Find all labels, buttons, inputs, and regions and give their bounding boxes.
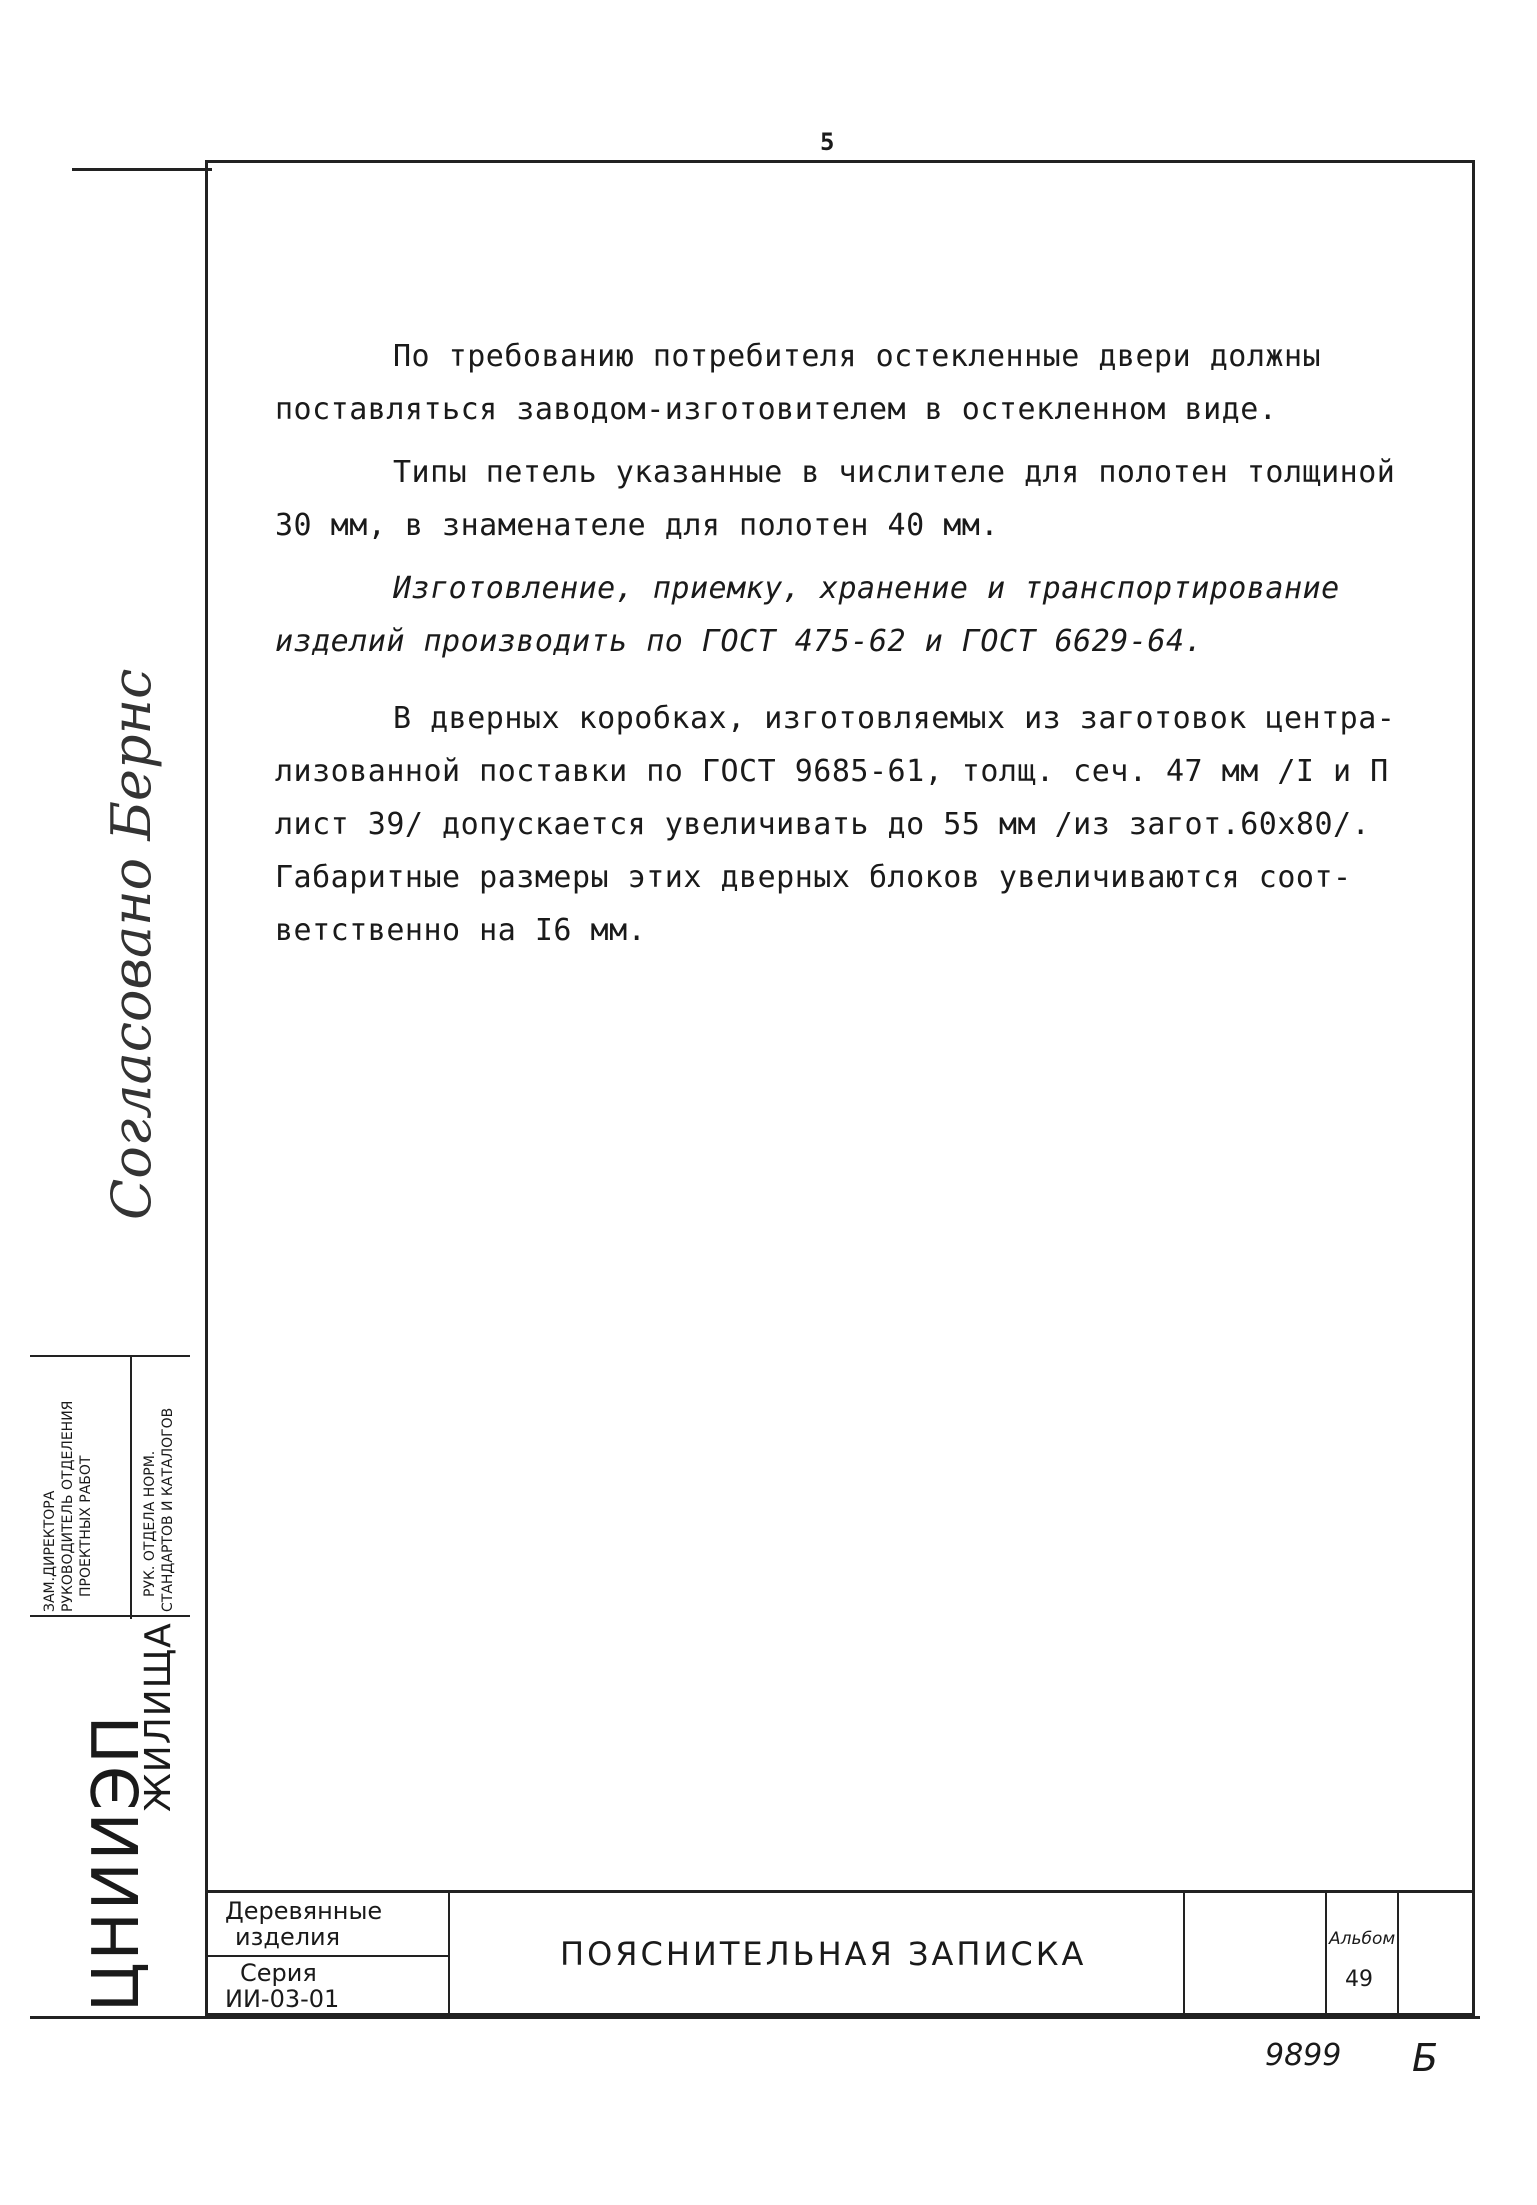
deputy-director-line2: РУКОВОДИТЕЛЬ ОТДЕЛЕНИЯ (60, 1400, 76, 1612)
text-line: 30 мм, в знаменателе для полотен 40 мм. (275, 508, 999, 543)
text-line: Изготовление, приемку, хранение и транспортирование (393, 571, 1340, 606)
approval-signature (80, 600, 230, 1240)
deputy-director-line3: ПРОЕКТНЫХ РАБОТ (78, 1455, 94, 1597)
explanatory-text (275, 330, 1455, 965)
blank-cell (1185, 1893, 1327, 2019)
text-line: В дверных коробках, изготовляемых из заготовок центра- (393, 701, 1396, 736)
signature-text: Согласовано Бернс (100, 668, 163, 1220)
text-line: лист 39/ допускается увеличивать до 55 мм /из загот.60х80/. (275, 807, 1371, 842)
document-title: ПОЯСНИТЕЛЬНАЯ ЗАПИСКА (560, 1935, 1087, 1973)
department-head-line1: РУК. ОТДЕЛА НОРМ. (142, 1450, 158, 1597)
deputy-director-line1: ЗАМ.ДИРЕКТОРА (42, 1490, 58, 1612)
album-cell (1327, 1893, 1399, 2019)
title-block (205, 1890, 1475, 2019)
album-value: 49 (1345, 1967, 1373, 1992)
organization-name: ЦНИИЭП (80, 1713, 154, 2012)
organization-stamp (30, 1615, 190, 2017)
text-line: По требованию потребителя остекленные двери должны (393, 339, 1322, 374)
series-label: Серия (240, 1959, 317, 1987)
text-line: Типы петель указанные в числителе для полотен толщиной (393, 455, 1396, 490)
text-line: изделий производить по ГОСТ 475-62 и ГОСТ 6629-64. (275, 624, 1204, 659)
text-line: Габаритные размеры этих дверных блоков увеличиваются соот- (275, 860, 1352, 895)
text-line: поставляться заводом-изготовителем в остекленном виде. (275, 392, 1278, 427)
document-title-cell (450, 1893, 1185, 2019)
album-label: Альбом (1329, 1929, 1396, 1949)
product-cell (205, 1893, 450, 2019)
sheet-letter: Б (1412, 2036, 1439, 2080)
organization-subname: ЖИЛИЩА (138, 1622, 179, 1812)
product-name-line1: Деревянные (225, 1897, 383, 1925)
archive-code: 9899 (1265, 2038, 1342, 2073)
top-rule (72, 168, 212, 171)
department-head-line2: СТАНДАРТОВ И КАТАЛОГОВ (160, 1407, 176, 1612)
paragraph (275, 692, 1455, 957)
text-line: лизованной поставки по ГОСТ 9685-61, толщ. сеч. 47 мм /I и П (275, 754, 1389, 789)
paragraph (275, 330, 1455, 436)
approval-roles-box (30, 1355, 190, 1619)
page-number: 5 (820, 128, 835, 156)
series-value: ИИ-03-01 (225, 1985, 340, 2013)
paragraph (275, 446, 1455, 552)
paragraph (275, 562, 1455, 668)
text-line: ветственно на I6 мм. (275, 913, 647, 948)
product-name-line2: изделия (235, 1923, 341, 1951)
